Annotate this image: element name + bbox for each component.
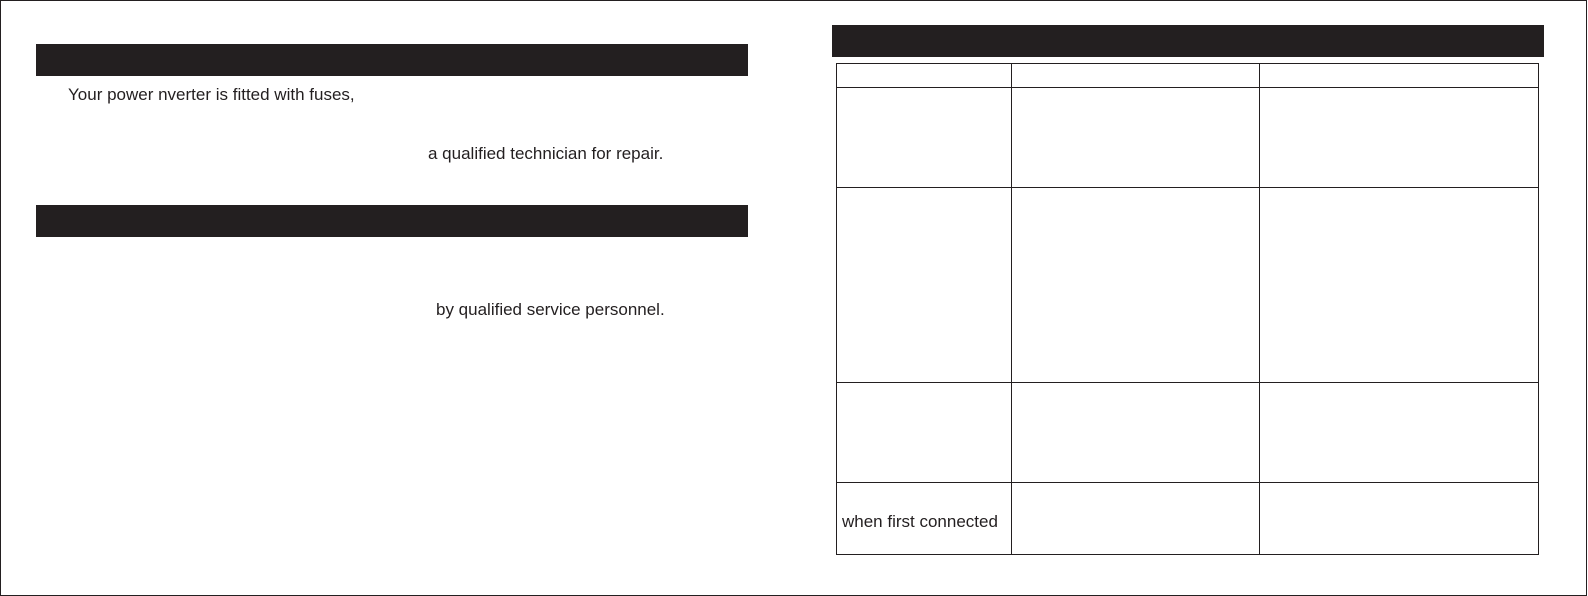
table-border-bottom: [836, 554, 1539, 555]
service-text-line-1: by qualified service personnel.: [436, 300, 665, 319]
right-page: [793, 0, 1587, 596]
troubleshooting-header-bar: [832, 25, 1544, 57]
table-border-top: [836, 63, 1539, 64]
troubleshooting-table: [836, 63, 1539, 555]
table-cell-symptom-row-4: when first connected: [842, 512, 998, 531]
service-section-header-bar: [36, 205, 748, 237]
fuses-text-line-1: Your power nverter is fitted with fuses,: [68, 85, 355, 104]
table-row-divider: [836, 187, 1539, 188]
fuses-section-header-bar: [36, 44, 748, 76]
table-row-divider: [836, 482, 1539, 483]
table-row-divider: [836, 382, 1539, 383]
table-row-divider: [836, 87, 1539, 88]
fuses-text-line-2: a qualified technician for repair.: [428, 144, 664, 163]
